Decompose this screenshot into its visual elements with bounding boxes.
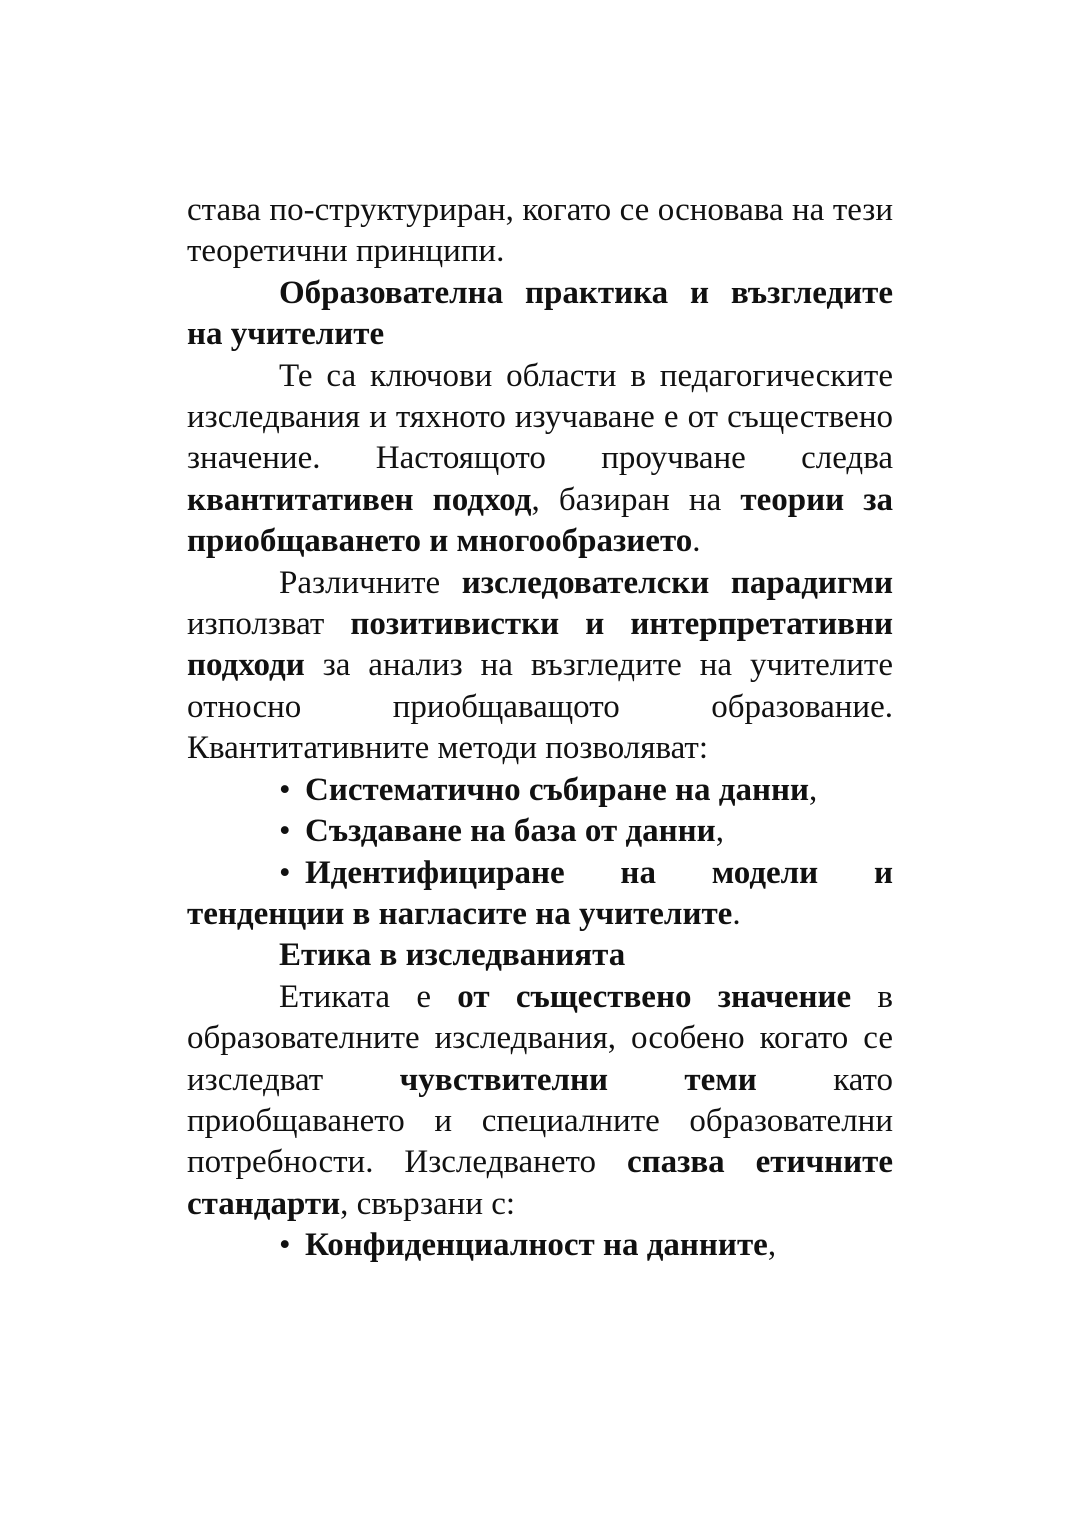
- section-heading-ethics: [187, 935, 893, 976]
- bullet-icon: •: [279, 1227, 291, 1264]
- bullet-icon: •: [279, 854, 291, 891]
- paragraph-paradigms-text-d: за анализ на възгледите на учителите относно приобщаващото образование. Квантитативните методи позволяват:: [187, 647, 893, 767]
- section-heading-practice: [187, 273, 893, 356]
- paragraph-paradigms-text-a: Различните: [279, 564, 462, 601]
- list-item-bold: Систематично събиране на данни: [305, 771, 810, 808]
- list-item-bold: Конфиденциалност на данните: [305, 1227, 768, 1264]
- list-item-tail: ,: [767, 1227, 777, 1264]
- list-item: [187, 1225, 893, 1266]
- paragraph-ethics: [187, 977, 893, 1225]
- document-page: [187, 190, 893, 1267]
- paragraph-key-areas-text-c: , базиран на: [531, 481, 741, 518]
- list-item-tail: .: [732, 895, 741, 932]
- list-item: [187, 853, 893, 936]
- emphasis-inclusion-theories: теории за приобщаването и многообразието: [187, 481, 894, 560]
- list-item-tail: ,: [809, 771, 818, 808]
- paragraph-intro-text: става по-структуриран, когато се основава на тези теоретични принципи.: [187, 192, 893, 270]
- paragraph-ethics-text-a: Етиката е: [279, 978, 458, 1015]
- paragraph-ethics-text-c: в образователните изследвания, особено когато се изследват: [187, 978, 894, 1098]
- emphasis-quantitative-approach: квантитативен подход: [187, 481, 532, 518]
- paragraph-key-areas-text-a: Те са ключови области в педагогическите изследвания и тяхното изучаване е от съществено значение. Настоящото проучване следва: [187, 357, 893, 477]
- list-item: [187, 770, 893, 811]
- emphasis-research-paradigms: изследователски парадигми: [461, 564, 893, 601]
- emphasis-essential: от съществено значение: [457, 978, 852, 1015]
- paragraph-intro: [187, 190, 893, 273]
- paragraph-paradigms: [187, 563, 893, 770]
- emphasis-ethical-standards: спазва етичните стандарти: [187, 1144, 893, 1222]
- section-heading-practice-text: Образователна практика и възгледите на учителите: [187, 274, 893, 353]
- paragraph-ethics-text-e: , свързани с:: [340, 1185, 516, 1222]
- paragraph-paradigms-text-c: използват: [187, 606, 351, 643]
- list-item-tail: ,: [715, 813, 724, 850]
- section-heading-ethics-text: Етика в изследванията: [279, 937, 626, 974]
- list-item-bold: Идентифициране на модели и тенденции в нагласите на учителите: [187, 854, 893, 932]
- bullet-icon: •: [279, 813, 291, 850]
- emphasis-sensitive-topics: чувствителни теми: [399, 1061, 757, 1098]
- paragraph-key-areas-text-d: .: [692, 523, 701, 560]
- emphasis-positivist-approaches: позитивистки и интерпретативни подходи: [187, 606, 893, 684]
- bullet-icon: •: [279, 771, 291, 808]
- paragraph-key-areas: [187, 356, 893, 563]
- list-item: [187, 811, 893, 852]
- list-item-bold: Създаване на база от данни: [305, 813, 716, 850]
- paragraph-ethics-text-d: като приобщаването и специалните образователни потребности. Изследването: [187, 1061, 893, 1181]
